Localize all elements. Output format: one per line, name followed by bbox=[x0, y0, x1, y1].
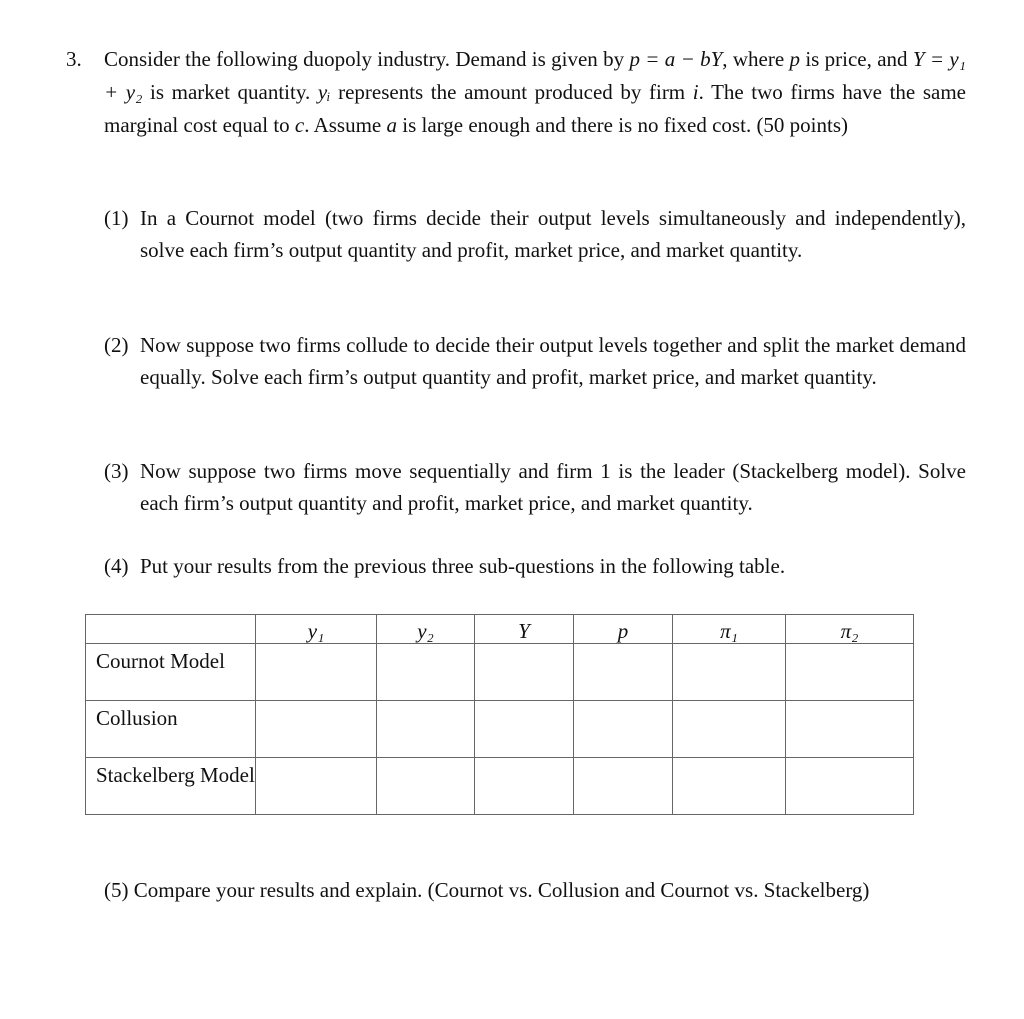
subquestion-text: Now suppose two firms collude to decide their output levels together and split the market demand equally. Solve each firm’s output quantity and profit, market price, and market quantity. bbox=[140, 333, 966, 389]
intro-text-8: is large enough and there is no fixed cost. (50 points) bbox=[397, 113, 849, 137]
table-cell bbox=[574, 644, 673, 701]
table-row bbox=[86, 701, 914, 758]
subquestion-3 bbox=[104, 455, 966, 519]
table-cell bbox=[786, 758, 914, 815]
header-blank bbox=[86, 615, 256, 644]
header-pi1: π₁ bbox=[673, 615, 786, 644]
table-row bbox=[86, 758, 914, 815]
subquestion-5 bbox=[104, 874, 984, 906]
subquestion-text: Compare your results and explain. (Cournot vs. Collusion and Cournot vs. Stackelberg) bbox=[133, 878, 870, 902]
table-cell bbox=[786, 701, 914, 758]
subquestion-number: (4) bbox=[104, 554, 129, 578]
subquestion-2 bbox=[104, 329, 966, 393]
table-cell bbox=[673, 644, 786, 701]
var-yi: yᵢ bbox=[317, 80, 331, 104]
table-cell bbox=[574, 701, 673, 758]
subquestion-number: (2) bbox=[104, 333, 129, 357]
results-table bbox=[85, 614, 914, 815]
var-i: i bbox=[692, 80, 699, 104]
table-cell bbox=[673, 758, 786, 815]
question-intro bbox=[104, 43, 966, 142]
header-pi2: π₂ bbox=[786, 615, 914, 644]
subquestion-number: (5) bbox=[104, 878, 129, 902]
table-cell bbox=[377, 644, 475, 701]
market-quantity-equation: Y = y₁ + y₂ bbox=[104, 47, 966, 104]
intro-text-3: is price, and bbox=[800, 47, 913, 71]
subquestion-text: In a Cournot model (two firms decide their output levels simultaneously and independently), solve each firm’s output quantity and profit, market price, and market quantity. bbox=[140, 206, 966, 262]
table-cell bbox=[377, 758, 475, 815]
row-label-cournot: Cournot Model bbox=[86, 644, 256, 701]
table-cell bbox=[256, 644, 377, 701]
header-y2: y₂ bbox=[377, 615, 475, 644]
table-cell bbox=[786, 644, 914, 701]
table-row bbox=[86, 644, 914, 701]
table-cell bbox=[475, 701, 574, 758]
intro-text-5: represents the amount produced by firm bbox=[330, 80, 693, 104]
row-label-collusion: Collusion bbox=[86, 701, 256, 758]
table-header-row bbox=[86, 615, 914, 644]
table-cell bbox=[475, 758, 574, 815]
header-Y: Y bbox=[475, 615, 574, 644]
intro-text-6: . The two firms have the same marginal cost equal to bbox=[104, 80, 966, 137]
table-cell bbox=[256, 701, 377, 758]
table-cell bbox=[574, 758, 673, 815]
header-y1: y₁ bbox=[256, 615, 377, 644]
subquestion-4 bbox=[104, 550, 966, 582]
subquestion-text: Put your results from the previous three sub-questions in the following table. bbox=[140, 554, 786, 578]
var-c: c bbox=[294, 113, 305, 137]
table-cell bbox=[475, 644, 574, 701]
intro-text-7: . Assume bbox=[304, 113, 387, 137]
subquestion-number: (1) bbox=[104, 206, 129, 230]
table-cell bbox=[673, 701, 786, 758]
question-number: 3. bbox=[66, 47, 82, 71]
subquestion-text: Now suppose two firms move sequentially and firm 1 is the leader (Stackelberg model). Solve each firm’s output quantity and profit, market price, and market quantity. bbox=[140, 459, 966, 515]
subquestion-1 bbox=[104, 202, 966, 266]
demand-equation: p = a − bY bbox=[629, 47, 723, 71]
intro-text-1: Consider the following duopoly industry. Demand is given by bbox=[104, 47, 630, 71]
row-label-stackelberg: Stackelberg Model bbox=[86, 758, 256, 815]
intro-text-4: is market quantity. bbox=[142, 80, 318, 104]
intro-text-2: , where bbox=[722, 47, 790, 71]
var-a: a bbox=[386, 113, 397, 137]
table-cell bbox=[256, 758, 377, 815]
var-p: p bbox=[789, 47, 800, 71]
subquestion-number: (3) bbox=[104, 459, 129, 483]
header-p: p bbox=[574, 615, 673, 644]
table-cell bbox=[377, 701, 475, 758]
